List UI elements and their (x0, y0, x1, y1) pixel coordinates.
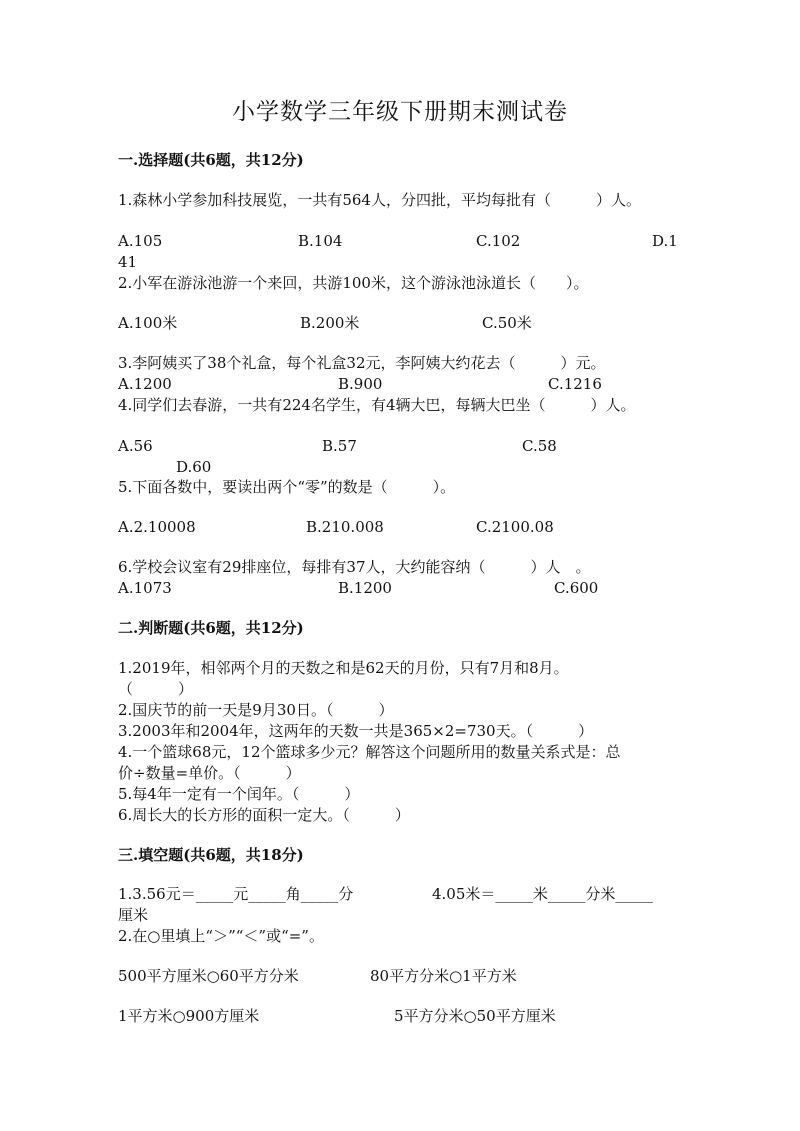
question-text: 6.周长大的长方形的面积一定大。（ ） (118, 806, 410, 824)
question-text: 6.学校会议室有29排座位，每排有37人，大约能容纳（ ）人 。 (118, 558, 591, 576)
option-b: B.210.008 (306, 518, 384, 536)
option-d: D.60 (176, 458, 212, 476)
option-b: B.57 (322, 437, 357, 455)
option-c: C.102 (476, 232, 521, 250)
section-heading-choice: 一.选择题(共6题，共12分) (118, 151, 304, 169)
question-text: 5.下面各数中，要读出两个“零”的数是（ ）。 (118, 478, 456, 496)
question-text: 4.05米＝_____米_____分米_____ (432, 885, 653, 903)
option-d: D.1 (652, 232, 678, 250)
option-a: A.56 (118, 437, 153, 455)
question-text: 4.同学们去春游，一共有224名学生，有4辆大巴，每辆大巴坐（ ）人。 (118, 396, 636, 414)
option-a: A.2.10008 (118, 518, 196, 536)
question-text: 3.2003年和2004年，这两年的天数一共是365×2=730天。（ ） (118, 722, 594, 740)
comparison-item: 1平方米○900方厘米 (118, 1007, 260, 1025)
question-text: 2.在○里填上“＞”“＜”或“=”。 (118, 927, 324, 945)
question-text: 1.3.56元＝_____元_____角_____分 (118, 885, 354, 903)
question-text: 1.森林小学参加科技展览，一共有564人，分四批，平均每批有（ ）人。 (118, 191, 641, 209)
page-title: 小学数学三年级下册期末测试卷 (232, 99, 568, 125)
question-text: 1.2019年，相邻两个月的天数之和是62天的月份，只有7月和8月。 (118, 659, 569, 677)
question-text-continued: 价÷数量=单价。（ ） (118, 764, 301, 782)
comparison-item: 5平方分米○50平方厘米 (394, 1007, 556, 1025)
option-b: B.1200 (338, 579, 392, 597)
question-text: 3.李阿姨买了38个礼盒，每个礼盒32元，李阿姨大约花去（ ）元。 (118, 354, 606, 372)
option-a: A.1200 (118, 375, 172, 393)
answer-blank: （ ） (118, 680, 194, 698)
option-a: A.105 (118, 232, 163, 250)
option-c: C.2100.08 (476, 518, 554, 536)
option-a: A.1073 (118, 579, 172, 597)
option-c: C.600 (554, 579, 599, 597)
comparison-item: 80平方分米○1平方米 (370, 967, 517, 985)
question-text: 2.国庆节的前一天是9月30日。（ ） (118, 701, 394, 719)
section-heading-judgement: 二.判断题(共6题，共12分) (118, 619, 304, 637)
option-d-continued: 41 (118, 253, 138, 271)
option-b: B.900 (338, 375, 383, 393)
option-c: C.58 (522, 437, 557, 455)
option-b: B.104 (298, 232, 343, 250)
question-text-continued: 厘米 (118, 906, 149, 924)
section-heading-fill-blank: 三.填空题(共6题，共18分) (118, 846, 304, 864)
question-text: 4.一个篮球68元，12个篮球多少元？解答这个问题所用的数量关系式是：总 (118, 743, 621, 761)
option-b: B.200米 (300, 314, 360, 332)
option-a: A.100米 (118, 314, 178, 332)
question-text: 5.每4年一定有一个闰年。（ ） (118, 785, 360, 803)
option-c: C.1216 (548, 375, 602, 393)
comparison-item: 500平方厘米○60平方分米 (118, 967, 299, 985)
question-text: 2.小军在游泳池游一个来回，共游100米，这个游泳池泳道长（ ）。 (118, 274, 589, 292)
option-c: C.50米 (482, 314, 532, 332)
